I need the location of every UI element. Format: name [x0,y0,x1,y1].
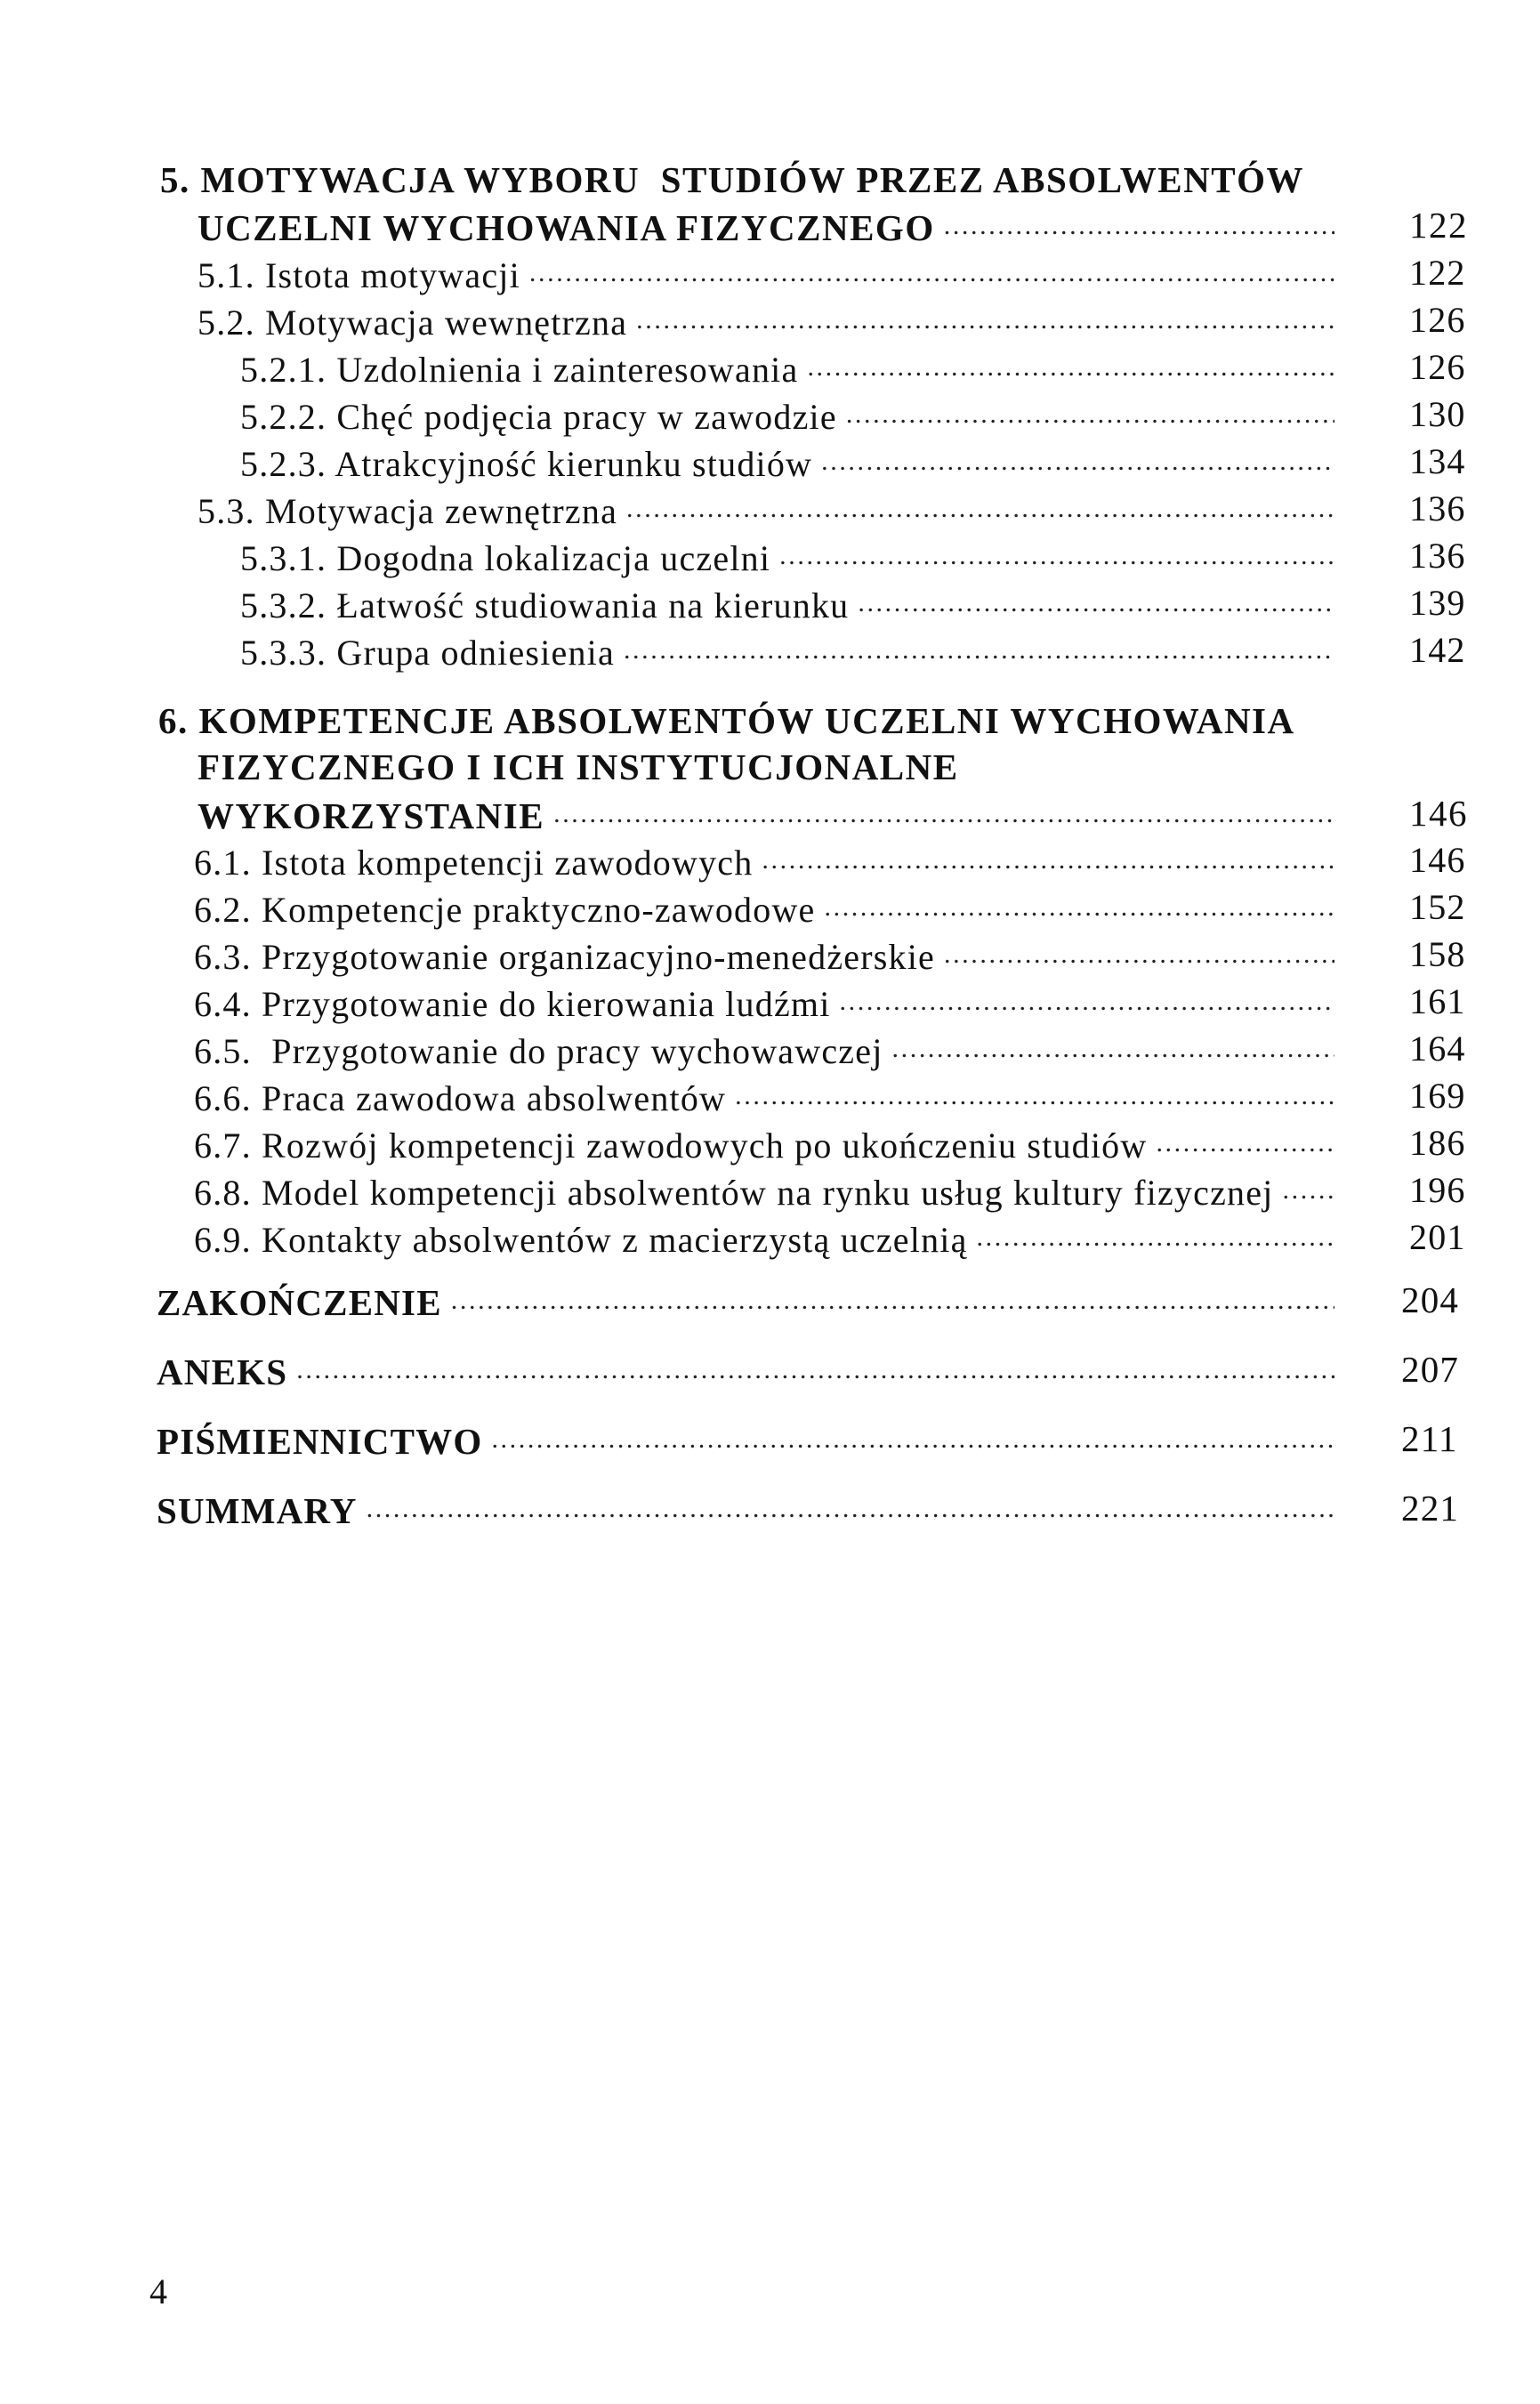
dot-leader [892,1028,1334,1063]
entry-page-number: 126 [1409,347,1466,387]
entry-label: 5.3.1. Dogodna lokalizacja uczelni [240,538,771,578]
toc-entry[interactable] [240,393,1334,440]
entry-label: 6.9. Kontakty absolwentów z macierzystą uczelnią [194,1220,968,1260]
chapter-5-heading-line-1 [160,158,1304,201]
toc-entry[interactable] [194,1075,1334,1121]
entry-page-number: 164 [1409,1029,1466,1069]
back-matter-entry[interactable] [157,1487,1334,1533]
entry-label: 6.5. Przygotowanie do pracy wychowawczej [194,1031,883,1071]
dot-leader [944,204,1334,240]
toc-entry[interactable] [194,1122,1334,1168]
entry-label: SUMMARY [157,1490,358,1531]
chapter-6-heading-line-3[interactable] [198,792,1334,838]
entry-label: 5.2.1. Uzdolnienia i zainteresowania [240,350,799,390]
toc-entry[interactable] [240,535,1334,581]
entry-page-number: 136 [1409,536,1466,576]
entry-label: PIŚMIENNICTWO [157,1421,483,1462]
dot-leader [735,1075,1334,1110]
entry-page-number: 126 [1409,300,1466,340]
entry-page-number: 146 [1409,840,1466,880]
dot-leader [977,1216,1334,1252]
entry-label: ANEKS [157,1351,288,1392]
dot-leader [529,252,1334,287]
chapter-6-title-line-2: FIZYCZNEGO I ICH INSTYTUCJONALNE [198,746,959,787]
entry-label: 6.2. Kompetencje praktyczno-zawodowe [194,890,816,930]
toc-entry[interactable] [194,1028,1334,1074]
back-matter-entry[interactable] [157,1279,1334,1325]
entry-page-number: 161 [1409,981,1466,1021]
chapter-5-title-line-2: UCZELNI WYCHOWANIA FIZYCZNEGO [198,207,935,248]
entry-page-number: 122 [1409,253,1466,293]
dot-leader [553,792,1334,828]
toc-entry[interactable] [240,346,1334,392]
dot-leader [762,839,1334,875]
dot-leader [944,933,1334,969]
toc-entry[interactable] [194,839,1334,885]
entry-page-number: 204 [1401,1279,1460,1320]
dot-leader [626,488,1334,523]
entry-page-number: 201 [1409,1217,1466,1257]
chapter-6-number: 6. [158,700,189,741]
toc-entry[interactable] [240,629,1334,675]
entry-label: 6.7. Rozwój kompetencji zawodowych po ukończeniu studiów [194,1125,1148,1166]
page-number: 4 [149,2271,167,2311]
back-matter-entry[interactable] [157,1417,1334,1464]
entry-page-number: 211 [1401,1418,1458,1459]
toc-entry[interactable] [240,582,1334,628]
dot-leader [1156,1122,1334,1158]
chapter-5-number: 5. [160,159,190,200]
entry-page-number: 136 [1409,488,1466,528]
toc-entry[interactable] [198,299,1334,345]
toc-entry[interactable] [194,933,1334,980]
entry-label: 5.2.3. Atrakcyjność kierunku studiów [240,444,813,484]
chapter-6-heading-line-1 [158,699,1295,742]
dot-leader [858,582,1334,617]
toc-entry[interactable] [194,1169,1334,1215]
entry-label: 5.2.2. Chęć podjęcia pracy w zawodzie [240,397,837,437]
entry-label: 5.3.2. Łatwość studiowania na kierunku [240,585,850,625]
dot-leader [491,1417,1334,1454]
chapter-5-heading-line-2[interactable] [198,204,1334,250]
dot-leader [624,629,1334,665]
toc-entry[interactable] [240,440,1334,487]
entry-page-number: 134 [1409,441,1466,481]
chapter-6-heading-line-2 [198,746,959,788]
dot-leader [807,346,1334,382]
toc-entry[interactable] [198,488,1334,534]
entry-label: ZAKOŃCZENIE [157,1282,442,1323]
entry-label: 6.6. Praca zawodowa absolwentów [194,1078,727,1118]
entry-page-number: 142 [1409,630,1466,670]
entry-label: 6.1. Istota kompetencji zawodowych [194,843,754,883]
dot-leader [825,886,1335,922]
entry-label: 6.3. Przygotowanie organizacyjno-menedżerskie [194,937,935,977]
dot-leader [821,440,1334,476]
entry-label: 5.3. Motywacja zewnętrzna [198,491,618,531]
back-matter-entry[interactable] [157,1348,1334,1394]
chapter-5-title-line-1: MOTYWACJA WYBORU STUDIÓW PRZEZ ABSOLWENTÓW [200,159,1304,200]
entry-page-number: 152 [1409,887,1466,927]
dot-leader [636,299,1334,335]
entry-label: 5.1. Istota motywacji [198,255,520,295]
entry-page-number: 207 [1401,1349,1460,1390]
entry-page-number: 186 [1409,1123,1466,1163]
entry-label: 5.2. Motywacja wewnętrzna [198,303,628,343]
dot-leader [296,1348,1334,1384]
chapter-6-title-line-3: WYKORZYSTANIE [198,795,545,836]
dot-leader [846,393,1334,429]
entry-page-number: 139 [1409,583,1466,623]
toc-entry[interactable] [194,980,1334,1027]
entry-page-number: 196 [1409,1170,1466,1210]
dot-leader [451,1279,1334,1315]
toc-entry[interactable] [198,252,1334,298]
entry-page-number: 130 [1409,394,1466,434]
toc-entry[interactable] [194,1216,1334,1263]
entry-label: 5.3.3. Grupa odniesienia [240,633,615,673]
entry-page-number: 158 [1409,934,1466,974]
entry-page-number: 221 [1401,1488,1460,1529]
dot-leader [840,980,1334,1016]
entry-label: 6.8. Model kompetencji absolwentów na rynku usług kultury fizycznej [194,1173,1274,1213]
entry-page-number: 169 [1409,1076,1466,1116]
entry-label: 6.4. Przygotowanie do kierowania ludźmi [194,984,831,1024]
dot-leader [779,535,1334,570]
dot-leader [1283,1169,1335,1205]
dot-leader [367,1487,1334,1523]
chapter-6-page: 146 [1409,793,1468,834]
chapter-5-page: 122 [1409,205,1468,246]
toc-entry[interactable] [194,886,1334,932]
chapter-6-title-line-1: KOMPETENCJE ABSOLWENTÓW UCZELNI WYCHOWANIA [198,700,1295,741]
